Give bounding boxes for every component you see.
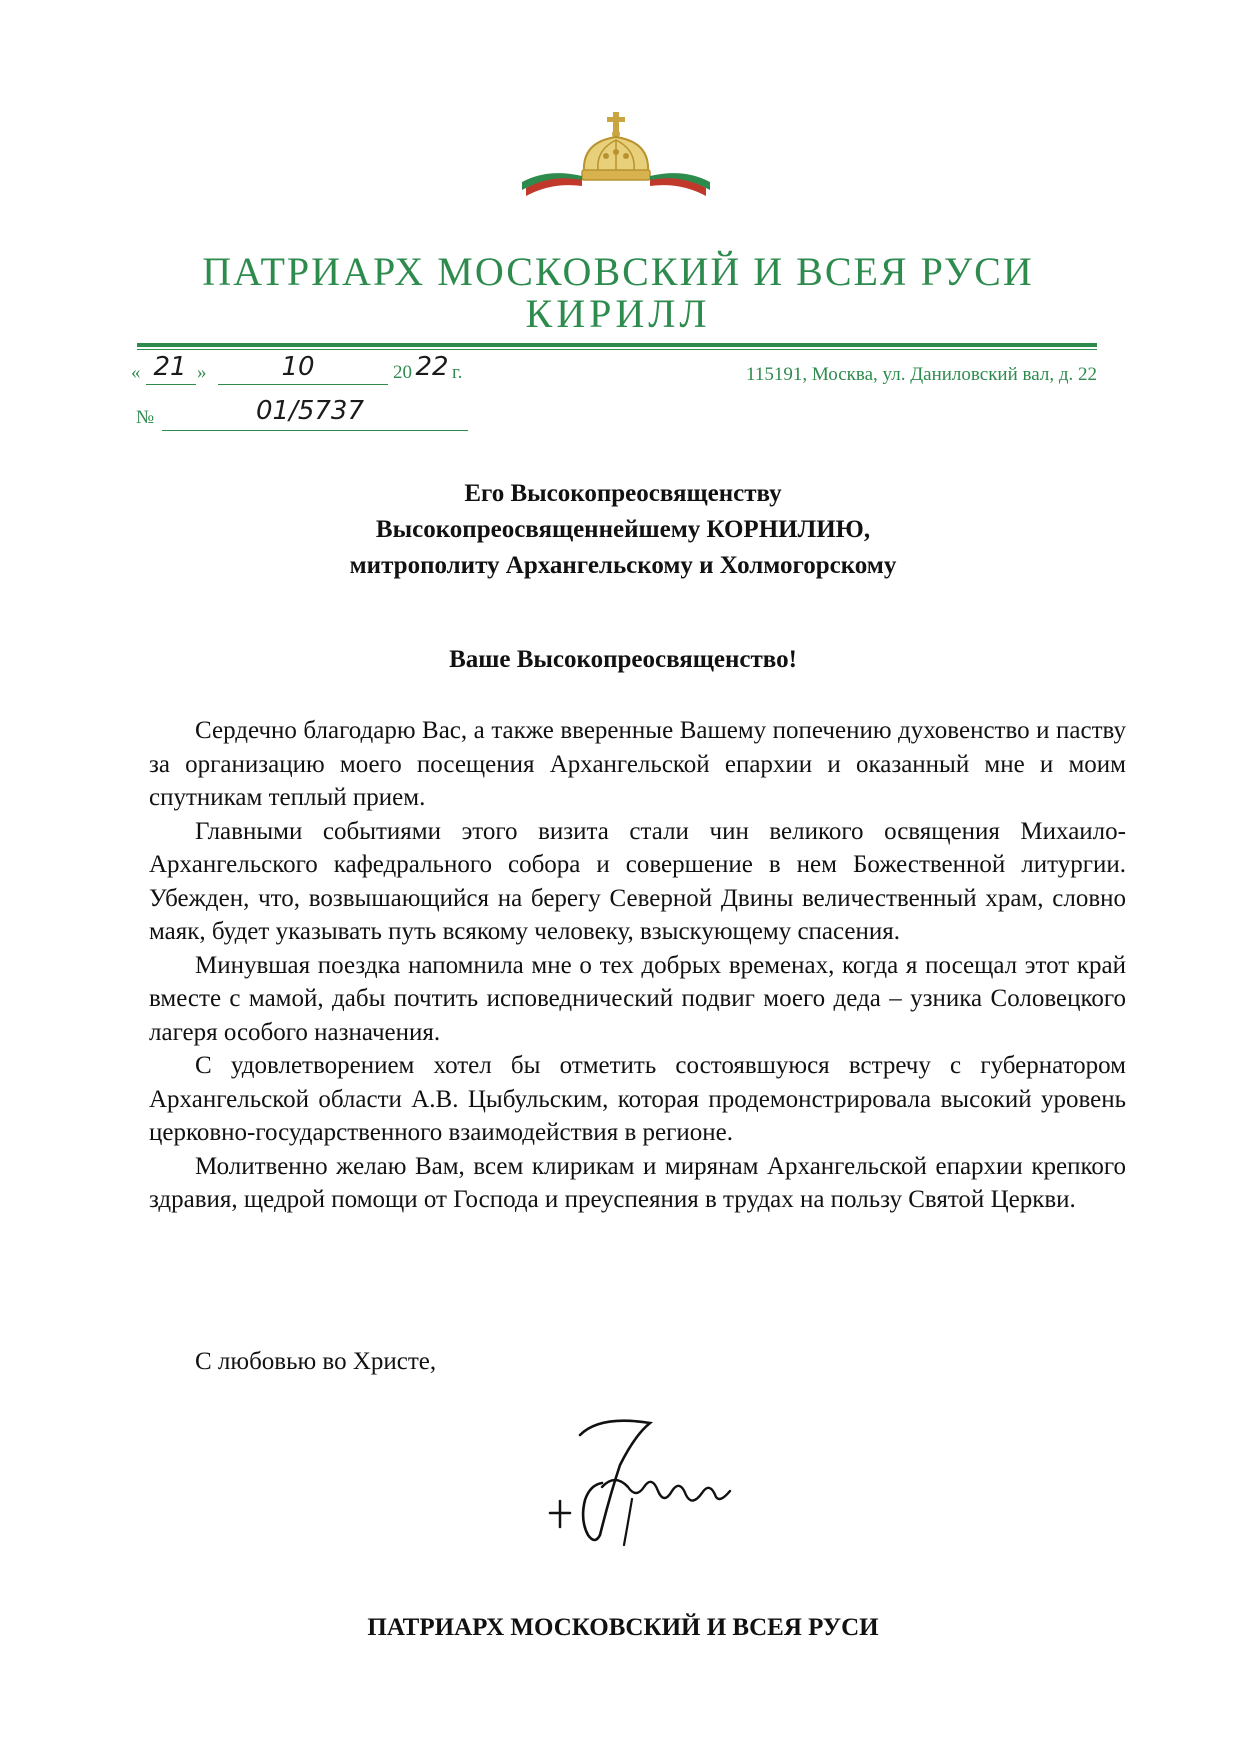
body-paragraph: С удовлетворением хотел бы отметить состоявшуюся встречу с губернатором Архангельской области А.В. Цыбульским, которая продемонстрировала высокий уровень церковно-государственного взаимодействия в регионе. — [149, 1052, 1126, 1146]
date-open-quote: « — [131, 362, 141, 383]
letterhead-divider-thick — [137, 343, 1097, 347]
body-paragraph: Молитвенно желаю Вам, всем клирикам и мирянам Архангельской епархии крепкого здравия, щедрой помощи от Господа и преуспеяния в трудах на пользу Святой Церкви. — [149, 1152, 1126, 1213]
document-number: 01/5737 — [255, 396, 364, 426]
body-paragraph: Сердечно благодарю Вас, а также вверенные Вашему попечению духовенство и паству за организацию моего посещения Архангельской епархии и оказанный мне и моим спутникам теплый прием. — [149, 717, 1126, 811]
date-year-prefix: 20 — [393, 362, 412, 383]
patriarch-crown-emblem-icon — [518, 110, 714, 200]
date-month-line — [218, 384, 388, 385]
salutation: Ваше Высокопреосвященство! — [449, 646, 797, 673]
handwritten-signature — [540, 1395, 780, 1560]
letter-body — [149, 714, 1126, 1217]
body-paragraph: Главными событиями этого визита стали чин великого освящения Михаило-Архангельского кафедрального собора и совершение в нем Божественной литургии. Убежден, что, возвышающийся на берегу Северной Двины величественный храм, словно маяк, будет указывать путь всякому человеку, взыскующему спасения. — [149, 817, 1126, 945]
addressee-line-2: Высокопреосвященнейшему КОРНИЛИЮ, — [375, 516, 871, 543]
date-day-line — [146, 384, 196, 385]
date-year-unit: г. — [452, 362, 463, 383]
number-label: № — [136, 407, 155, 428]
letterhead-title: ПАТРИАРХ МОСКОВСКИЙ И ВСЕЯ РУСИ — [202, 249, 1034, 294]
number-line — [162, 430, 468, 431]
date-day: 21 — [153, 352, 187, 382]
body-paragraph: Минувшая поездка напомнила мне о тех добрых временах, когда я посещал этот край вместе с мамой, дабы почтить исповеднический подвиг моего деда – узника Соловецкого лагеря особого назначения. — [149, 951, 1126, 1046]
letterhead-divider-thin — [137, 349, 1097, 350]
date-close-quote: » — [197, 362, 207, 383]
letterhead-name: КИРИЛЛ — [525, 291, 711, 336]
addressee-line-1: Его Высокопреосвященству — [464, 480, 782, 507]
closing-phrase: С любовью во Христе, — [195, 1348, 437, 1375]
addressee-line-3: митрополиту Архангельскому и Холмогорскому — [349, 552, 897, 579]
signatory-title: ПАТРИАРХ МОСКОВСКИЙ И ВСЕЯ РУСИ — [367, 1614, 879, 1641]
date-year-suffix: 22 — [415, 352, 449, 382]
date-month: 10 — [281, 352, 315, 382]
sender-address: 115191, Москва, ул. Даниловский вал, д. 22 — [746, 364, 1097, 385]
